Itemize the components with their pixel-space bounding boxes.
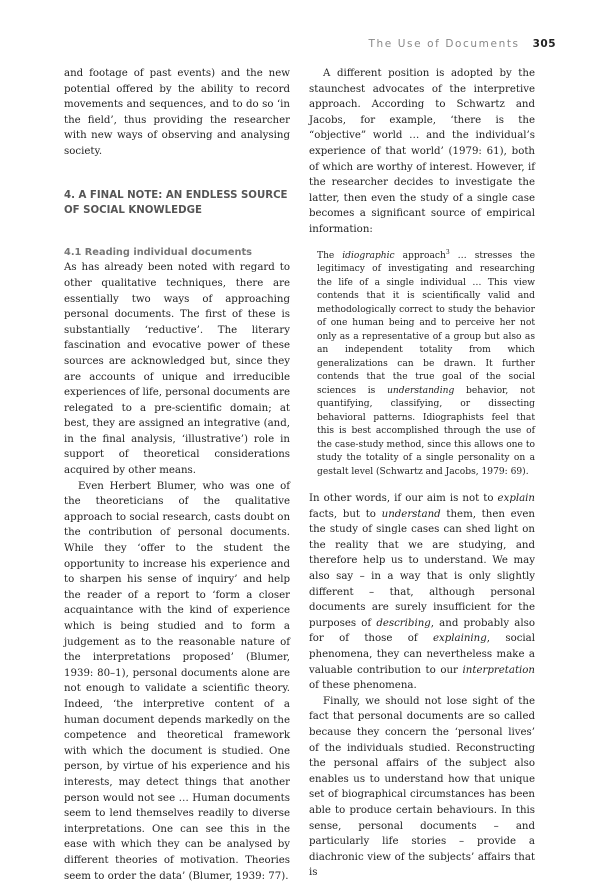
paragraph: As has already been noted with regard to other qualitative techniques, there are essentially two ways of approaching personal documents. The first of these is substantially ‘reductive’. The literary fascination and evocative power of these sources are acknowledged but, since they are accounts of unique and irreducible experiences of life, personal documents are relegated to a pre-scientific domain; at best, they are assigned an integrative (and, in the final analysis, ‘illustrative’) role in support of theoretical considerations acquired by other means. <box>64 262 290 477</box>
page-number: 305 <box>532 38 556 50</box>
left-column <box>64 66 290 884</box>
paragraph: Finally, we should not lose sight of the fact that personal documents are so called because they concern the ‘personal lives’ of the individuals studied. Reconstructing the personal affairs of the subject also enables us to understand how that unique set of biographical circumstances has been able to produce certain behaviours. In this sense, personal documents – and particularly life stories – provide a diachronic view of the subjects’ affairs that is <box>309 695 535 879</box>
section-heading: 4. A FINAL NOTE: AN ENDLESS SOURCE OF SOCIAL KNOWLEDGE <box>64 189 288 217</box>
right-column <box>309 66 535 881</box>
paragraph: A different position is adopted by the staunchest advocates of the interpretive approach. According to Schwartz and Jacobs, for example, ‘there is the “objective” world … and the individual’s experience of that world’ (1979: 61), both of which are worthy of interest. However, if the researcher decides to investigate the latter, then even the study of a single case becomes a significant source of empirical information: <box>309 68 535 235</box>
subsection-heading: 4.1 Reading individual documents <box>64 246 253 258</box>
running-head <box>368 38 556 50</box>
paragraph: In other words, if our aim is not to explain facts, but to understand them, then even the study of single cases can shed light on the reality that we are studying, and therefore help us to understand. We may also say – in a way that is only slightly different – that, although personal documents are surely insufficient for the purposes of describing, and probably also for of those of explaining, social phenomena, they can nevertheless make a valuable contribution to our interpretation of these phenomena. <box>309 493 535 692</box>
block-quote: The idiographic approach$^3$ … stresses the legitimacy of investigating and researching the life of a single individual … This view contends that it is scientifically valid and methodologically correct to study the behavior of one human being and to perceive her not only as a representative of a group but also as an independent totality from which generalizations can be drawn. It further contends that the true goal of the social sciences is understanding behavior, not quantifying, classifying, or dissecting behavioral patterns. Idiographists feel that this is best accomplished through the use of the case-study method, since this allows one to study the totality of a single personality on a gestalt level (Schwartz and Jacobs, 1979: 69). <box>317 248 535 477</box>
paragraph: and footage of past events) and the new potential offered by the ability to record movements and sequences, and to do so ‘in the field’, thus providing the researcher with new ways of observing and analysing society. <box>64 68 290 157</box>
paragraph: Even Herbert Blumer, who was one of the theoreticians of the qualitative approach to social research, casts doubt on the contribution of personal documents. While they ‘offer to the student the opportunity to increase his experience and to sharpen his sense of inquiry’ and help the reader of a report to ‘form a closer acquaintance with the kind of experience which is being studied and to form a judgement as to the reasonable nature of the interpretations proposed’ (Blumer, 1939: 80–1), personal documents alone are not enough to validate a scientific theory. Indeed, ‘the interpretive content of a human document depends markedly on the competence and theoretical framework with which the document is studied. One person, by virtue of his experience and his interests, may detect things that another person would not see … Human documents seem to lend themselves readily to diverse interpretations. One can see this in the ease with which they can be analysed by different theories of motivation. Theories seem to order the data’ (Blumer, 1939: 77). <box>64 480 290 882</box>
running-title: The Use of Documents <box>368 38 520 50</box>
